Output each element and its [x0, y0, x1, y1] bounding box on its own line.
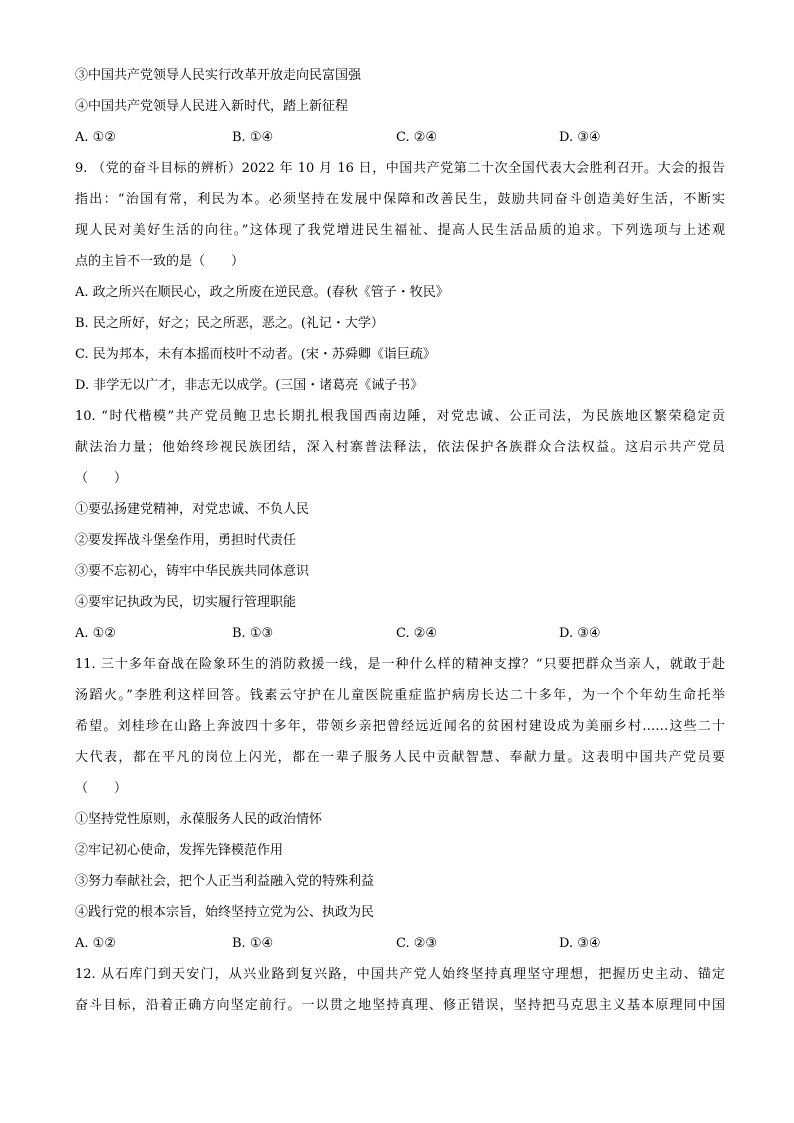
statement-2: ②牢记初心使命，发挥先锋模范作用: [75, 843, 284, 858]
question-8-tail: [75, 60, 725, 153]
question-stem-line: 大代表，都在平凡的岗位上闪光，都在一辈子服务人民中贡献智慧、奉献力量。这表明中国共产党员要: [75, 750, 725, 765]
option-b[interactable]: B. ①④: [232, 936, 274, 951]
answer-options: [75, 928, 725, 959]
choice-c[interactable]: C. 民为邦本，未有本摇而枝叶不动者。(宋・苏舜卿《诣巨疏》: [75, 347, 436, 362]
statement-1: ①坚持党性原则，永葆服务人民的政治情怀: [75, 812, 323, 827]
question-stem-line: 希望。刘桂珍在山路上奔波四十多年，带领乡亲把曾经远近闻名的贫困村建设成为美丽乡村……这些二十: [75, 719, 725, 734]
question-stem-line: 9. （党的奋斗目标的辨析）2022 年 10 月 16 日，中国共产党第二十次全国代表大会胜利召开。大会的报告: [75, 161, 725, 176]
statement-2: ②要发挥战斗堡垒作用，勇担时代责任: [75, 533, 297, 548]
option-d[interactable]: D. ③④: [559, 626, 601, 641]
question-stem-line: 指出：“治国有常，利民为本。必须坚持在发展中保障和改善民生，鼓励共同奋斗创造美好生活，不断实: [75, 192, 725, 207]
statement-3: ③努力奉献社会，把个人正当利益融入党的特殊利益: [75, 874, 375, 889]
statement-1: ①要弘扬建党精神，对党忠诚、不负人民: [75, 502, 310, 517]
option-a[interactable]: A. ①②: [75, 130, 116, 145]
question-stem-line: 汤蹈火。”李胜利这样回答。钱素云守护在儿童医院重症监护病房长达二十多年，为一个个年幼生命托举: [75, 688, 725, 703]
question-11: [75, 649, 725, 959]
option-b[interactable]: B. ①④: [232, 130, 274, 145]
question-stem-line: （ ）: [75, 781, 128, 796]
statement-3: ③要不忘初心，铸牢中华民族共同体意识: [75, 564, 310, 579]
question-stem-line: 献法治力量；他始终珍视民族团结，深入村寨普法释法，依法保护各族群众合法权益。这启示共产党员: [75, 440, 725, 455]
statement-3: ③中国共产党领导人民实行改革开放走向民富国强: [75, 68, 362, 83]
choice-b[interactable]: B. 民之所好，好之；民之所恶，恶之。(礼记・大学）: [75, 316, 384, 331]
question-stem-line: 12. 从石库门到天安门，从兴业路到复兴路，中国共产党人始终坚持真理坚守理想，把握历史主动、锚定: [75, 967, 725, 982]
answer-options: [75, 618, 725, 649]
question-10: [75, 401, 725, 649]
statement-4: ④中国共产党领导人民进入新时代，踏上新征程: [75, 99, 349, 114]
choice-d[interactable]: D. 非学无以广才，非志无以成学。(三国・诸葛亮《诫子书》: [75, 378, 424, 393]
question-stem-line: 奋斗目标，沿着正确方向坚定前行。一以贯之地坚持真理、修正错误，坚持把马克思主义基本原理同中国: [75, 998, 725, 1013]
option-a[interactable]: A. ①②: [75, 936, 116, 951]
option-c[interactable]: C. ②③: [396, 936, 438, 951]
option-c[interactable]: C. ②④: [396, 626, 438, 641]
question-stem-line: 11. 三十多年奋战在险象环生的消防救援一线，是一种什么样的精神支撑？“只要把群众当亲人，就敢于赴: [75, 657, 725, 672]
question-stem-line: 点的主旨不一致的是（ ）: [75, 254, 245, 269]
question-stem-line: 现人民对美好生活的向往。”这体现了我党增进民生福祉、提高人民生活品质的追求。下列选项与上述观: [75, 223, 725, 238]
option-b[interactable]: B. ①③: [232, 626, 274, 641]
question-9: [75, 153, 725, 401]
question-stem-line: （ ）: [75, 471, 128, 486]
question-stem-line: 10. “时代楷模”共产党员鲍卫忠长期扎根我国西南边陲，对党忠诚、公正司法，为民族地区繁荣稳定贡: [75, 409, 725, 424]
choice-a[interactable]: A. 政之所兴在顺民心，政之所废在逆民意。(春秋《管子・牧民》: [75, 285, 449, 300]
option-d[interactable]: D. ③④: [559, 130, 601, 145]
option-d[interactable]: D. ③④: [559, 936, 601, 951]
option-a[interactable]: A. ①②: [75, 626, 116, 641]
exam-page: [75, 60, 725, 1021]
answer-options: [75, 122, 725, 153]
question-12: [75, 959, 725, 1021]
statement-4: ④践行党的根本宗旨，始终坚持立党为公、执政为民: [75, 905, 375, 920]
statement-4: ④要牢记执政为民，切实履行管理职能: [75, 595, 297, 610]
option-c[interactable]: C. ②④: [396, 130, 438, 145]
